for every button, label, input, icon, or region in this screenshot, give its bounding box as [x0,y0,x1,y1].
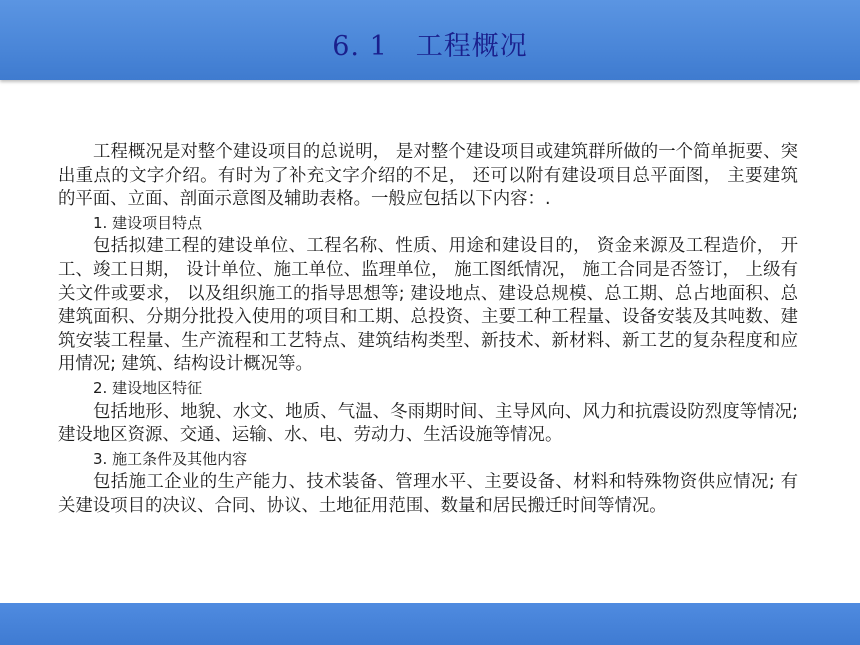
slide-body [58,141,798,519]
section-heading-project-features: 1. 建设项目特点 [93,213,203,232]
slide-title: 6. 1 工程概况 [332,31,528,62]
section-heading-region-features: 2. 建设地区特征 [93,378,203,397]
intro-paragraph: 工程概况是对整个建设项目的总说明， 是对整个建设项目或建筑群所做的一个简单扼要、突出重点的文字介绍。有时为了补充文字介绍的不足， 还可以附有建设项目总平面图， 主要建筑的平面、立面、剖面示意图及辅助表格。一般应包括以下内容：. [58,142,798,210]
section-body-region-features: 包括地形、地貌、水文、地质、气温、冬雨期时间、主导风向、风力和抗震设防烈度等情况; 建设地区资源、交通、运输、水、电、劳动力、生活设施等情况。 [58,401,798,446]
section-body-project-features: 包括拟建工程的建设单位、工程名称、性质、用途和建设目的， 资金来源及工程造价， 开工、竣工日期， 设计单位、施工单位、监理单位， 施工图纸情况， 施工合同是否签订， 上级有关文件或要求， 以及组织施工的指导思想等; 建设地点、建设总规模、总工期、总占地面积、总建筑面积、分期分批投入使用的项目和工期、总投资、主要工种工程量、设备安装及其吨数、建筑安装工程量、生产流程和工艺特点、建筑结构类型、新技术、新材料、新工艺的复杂程度和应用情况; 建筑、结构设计概况等。 [58,236,798,375]
section-heading-construction-conditions: 3. 施工条件及其他内容 [93,449,248,468]
section-body-construction-conditions: 包括施工企业的生产能力、技术装备、管理水平、主要设备、材料和特殊物资供应情况; 有关建设项目的决议、合同、协议、土地征用范围、数量和居民搬迁时间等情况。 [58,472,798,516]
footer-band [0,603,860,645]
